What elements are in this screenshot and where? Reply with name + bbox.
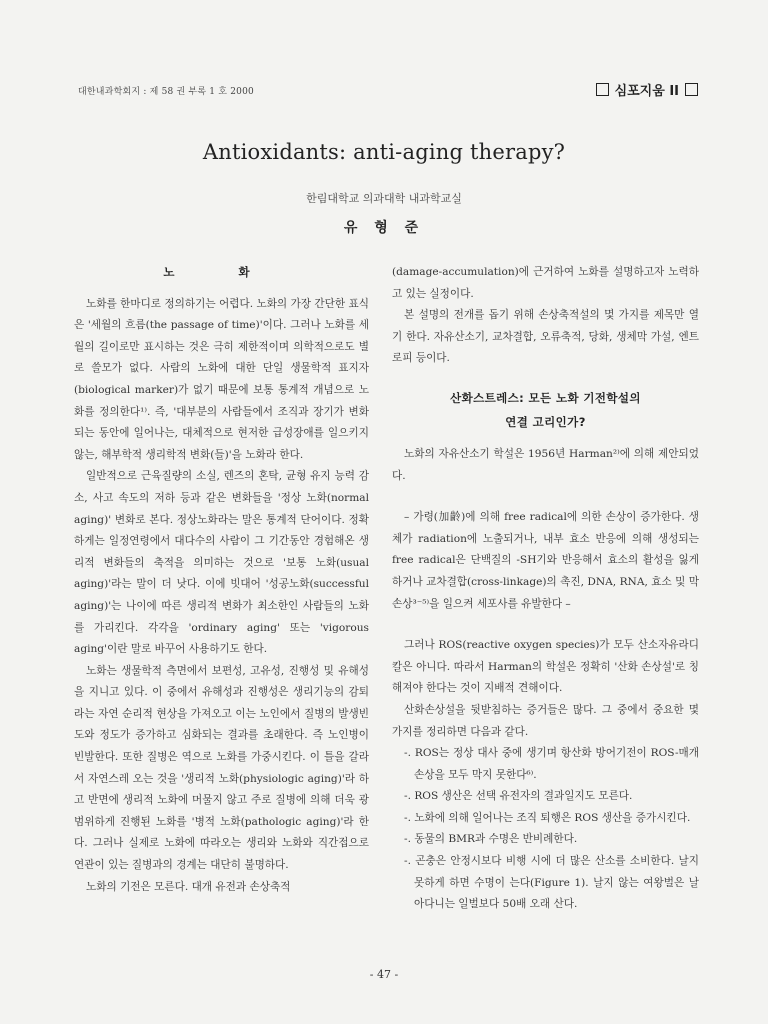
author-name: 유 형 준 bbox=[343, 220, 425, 236]
section-heading-aging: 노 화 bbox=[163, 265, 280, 279]
section-heading-oxidative-stress bbox=[392, 386, 699, 434]
section-heading-line: 산화스트레스: 모든 노화 기전학설의 bbox=[450, 390, 641, 405]
body-paragraph: 노화의 기전은 모른다. 대개 유전과 손상축적 bbox=[86, 880, 291, 893]
square-box-icon bbox=[596, 83, 609, 96]
symposium-label bbox=[596, 80, 698, 99]
journal-citation: 대한내과학회지 : 제 58 권 부록 1 호 2000 bbox=[78, 87, 254, 97]
list-item: -. 노화에 의해 일어나는 조직 퇴행은 ROS 생산을 증가시킨다. bbox=[404, 811, 691, 824]
list-item: -. 곤충은 안정시보다 비행 시에 더 많은 산소를 소비한다. 날지 못하게 하면 수명이 는다(Figure 1). 날지 않는 여왕벌은 날아다니는 일벌보다 50배 오래 산다. bbox=[404, 855, 699, 911]
body-paragraph: 산화손상설을 뒷받침하는 증거들은 많다. 그 중에서 중요한 몇 가지를 정리하면 다음과 같다. bbox=[392, 703, 699, 738]
body-paragraph: 노화를 한마디로 정의하기는 어렵다. 노화의 가장 간단한 표식은 '세월의 흐름(the passage of time)'이다. 그러나 노화를 세월의 길이로만 표시하는 것은 극히 제한적이며 의학적으로도 별로 쓸모가 없다. 사람의 노화에 대한 단일 생물학적 표지자(biological marker)가 없기 때문에 보통 통계적 개념으로 노화를 정의한다¹⁾. 즉, '대부분의 사람들에서 조직과 장기가 변화되는 동안에 일어나는, 대체적으로 현저한 급성장애를 일으키지 않는, 해부학적 생리학적 변화(들)'을 노화라 한다. bbox=[74, 297, 369, 461]
author-affiliation: 한림대학교 의과대학 내과학교실 bbox=[306, 192, 462, 205]
list-item: -. 동물의 BMR과 수명은 반비례한다. bbox=[404, 833, 578, 846]
body-paragraph: 일반적으로 근육질량의 소실, 렌즈의 혼탁, 균형 유지 능력 감소, 사고 속도의 저하 등과 같은 변화들을 '정상 노화(normal aging)' 변화로 본다. 정상노화라는 말은 통계적 단어이다. 정확하게는 일정연령에서 대다수의 사람이 그 기간동안 경험해온 생리적 변화들의 축적을 의미하는 것으로 '보통 노화(usual aging)'라는 말이 더 낫다. 이에 빗대어 '성공노화(successful aging)'는 나이에 따른 생리적 변화가 최소한인 사람들의 노화를 가리킨다. 각각을 'ordinary aging' 또는 'vigorous aging'이란 말로 바꾸어 사용하기도 한다. bbox=[74, 470, 369, 656]
symposium-text: 심포지움 II bbox=[614, 84, 679, 99]
body-paragraph: 본 설명의 전개를 돕기 위해 손상축적설의 몇 가지를 제목만 열기 한다. 자유산소기, 교차결합, 오류축적, 당화, 생체막 가설, 엔트로피 등이다. bbox=[392, 309, 699, 365]
body-paragraph: 노화의 자유산소기 학설은 1956년 Harman²⁾에 의해 제안되었다. bbox=[392, 447, 699, 482]
square-box-icon bbox=[685, 83, 698, 96]
article-title: Antioxidants: anti-aging therapy? bbox=[202, 140, 566, 164]
page-number: - 47 - bbox=[369, 968, 399, 981]
list-item: -. ROS는 정상 대사 중에 생기며 항산화 방어기전이 ROS-매개 손상을 모두 막지 못한다⁶⁾. bbox=[404, 747, 699, 781]
right-column bbox=[392, 262, 699, 916]
body-paragraph-continued: (damage-accumulation)에 근거하여 노화를 설명하고자 노력하고 있는 실정이다. bbox=[392, 266, 699, 300]
list-item: -. ROS 생산은 선택 유전자의 결과일지도 모른다. bbox=[404, 790, 633, 803]
body-paragraph: 그러나 ROS(reactive oxygen species)가 모두 산소자유라디칼은 아니다. 따라서 Harman의 학설은 정확히 '산화 손상설'로 칭해져야 한다는 것이 지배적 견해이다. bbox=[392, 639, 699, 695]
evidence-list bbox=[392, 743, 699, 916]
left-column bbox=[74, 262, 369, 898]
section-heading-line: 연결 고리인가? bbox=[505, 414, 586, 429]
body-paragraph: – 가령(加齡)에 의해 free radical에 의한 손상이 증가한다. 생체가 radiation에 노출되거나, 내부 효소 반응에 의해 생성되는 free radical은 단백질의 -SH기와 반응해서 효소의 활성을 잃게 하거나 교차결합(cross-linkage)의 촉진, DNA, RNA, 효소 및 막 손상³⁻⁵⁾을 일으켜 세포사를 유발한다 – bbox=[392, 511, 699, 610]
body-paragraph: 노화는 생물학적 측면에서 보편성, 고유성, 진행성 및 유해성을 지니고 있다. 이 중에서 유해성과 진행성은 생리기능의 감퇴라는 자연 순리적 현상을 가져오고 이는 노인에서 질병의 발생빈도와 정도가 증가하고 심화되는 결과를 초래한다. 즉 노인병이 빈발한다. 또한 질병은 역으로 노화를 가중시킨다. 이 틀을 갈라서 자연스레 오는 것을 '생리적 노화(physiologic aging)'라 하고 반면에 생리적 노화에 머물지 않고 주로 질병에 의해 더욱 광범위하게 진행된 노화를 '병적 노화(pathologic aging)'라 한다. 그러나 실제로 노화에 따라오는 생리와 노화와 직간접으로 연관이 있는 질병과의 경계는 대단히 불명하다. bbox=[74, 664, 369, 872]
